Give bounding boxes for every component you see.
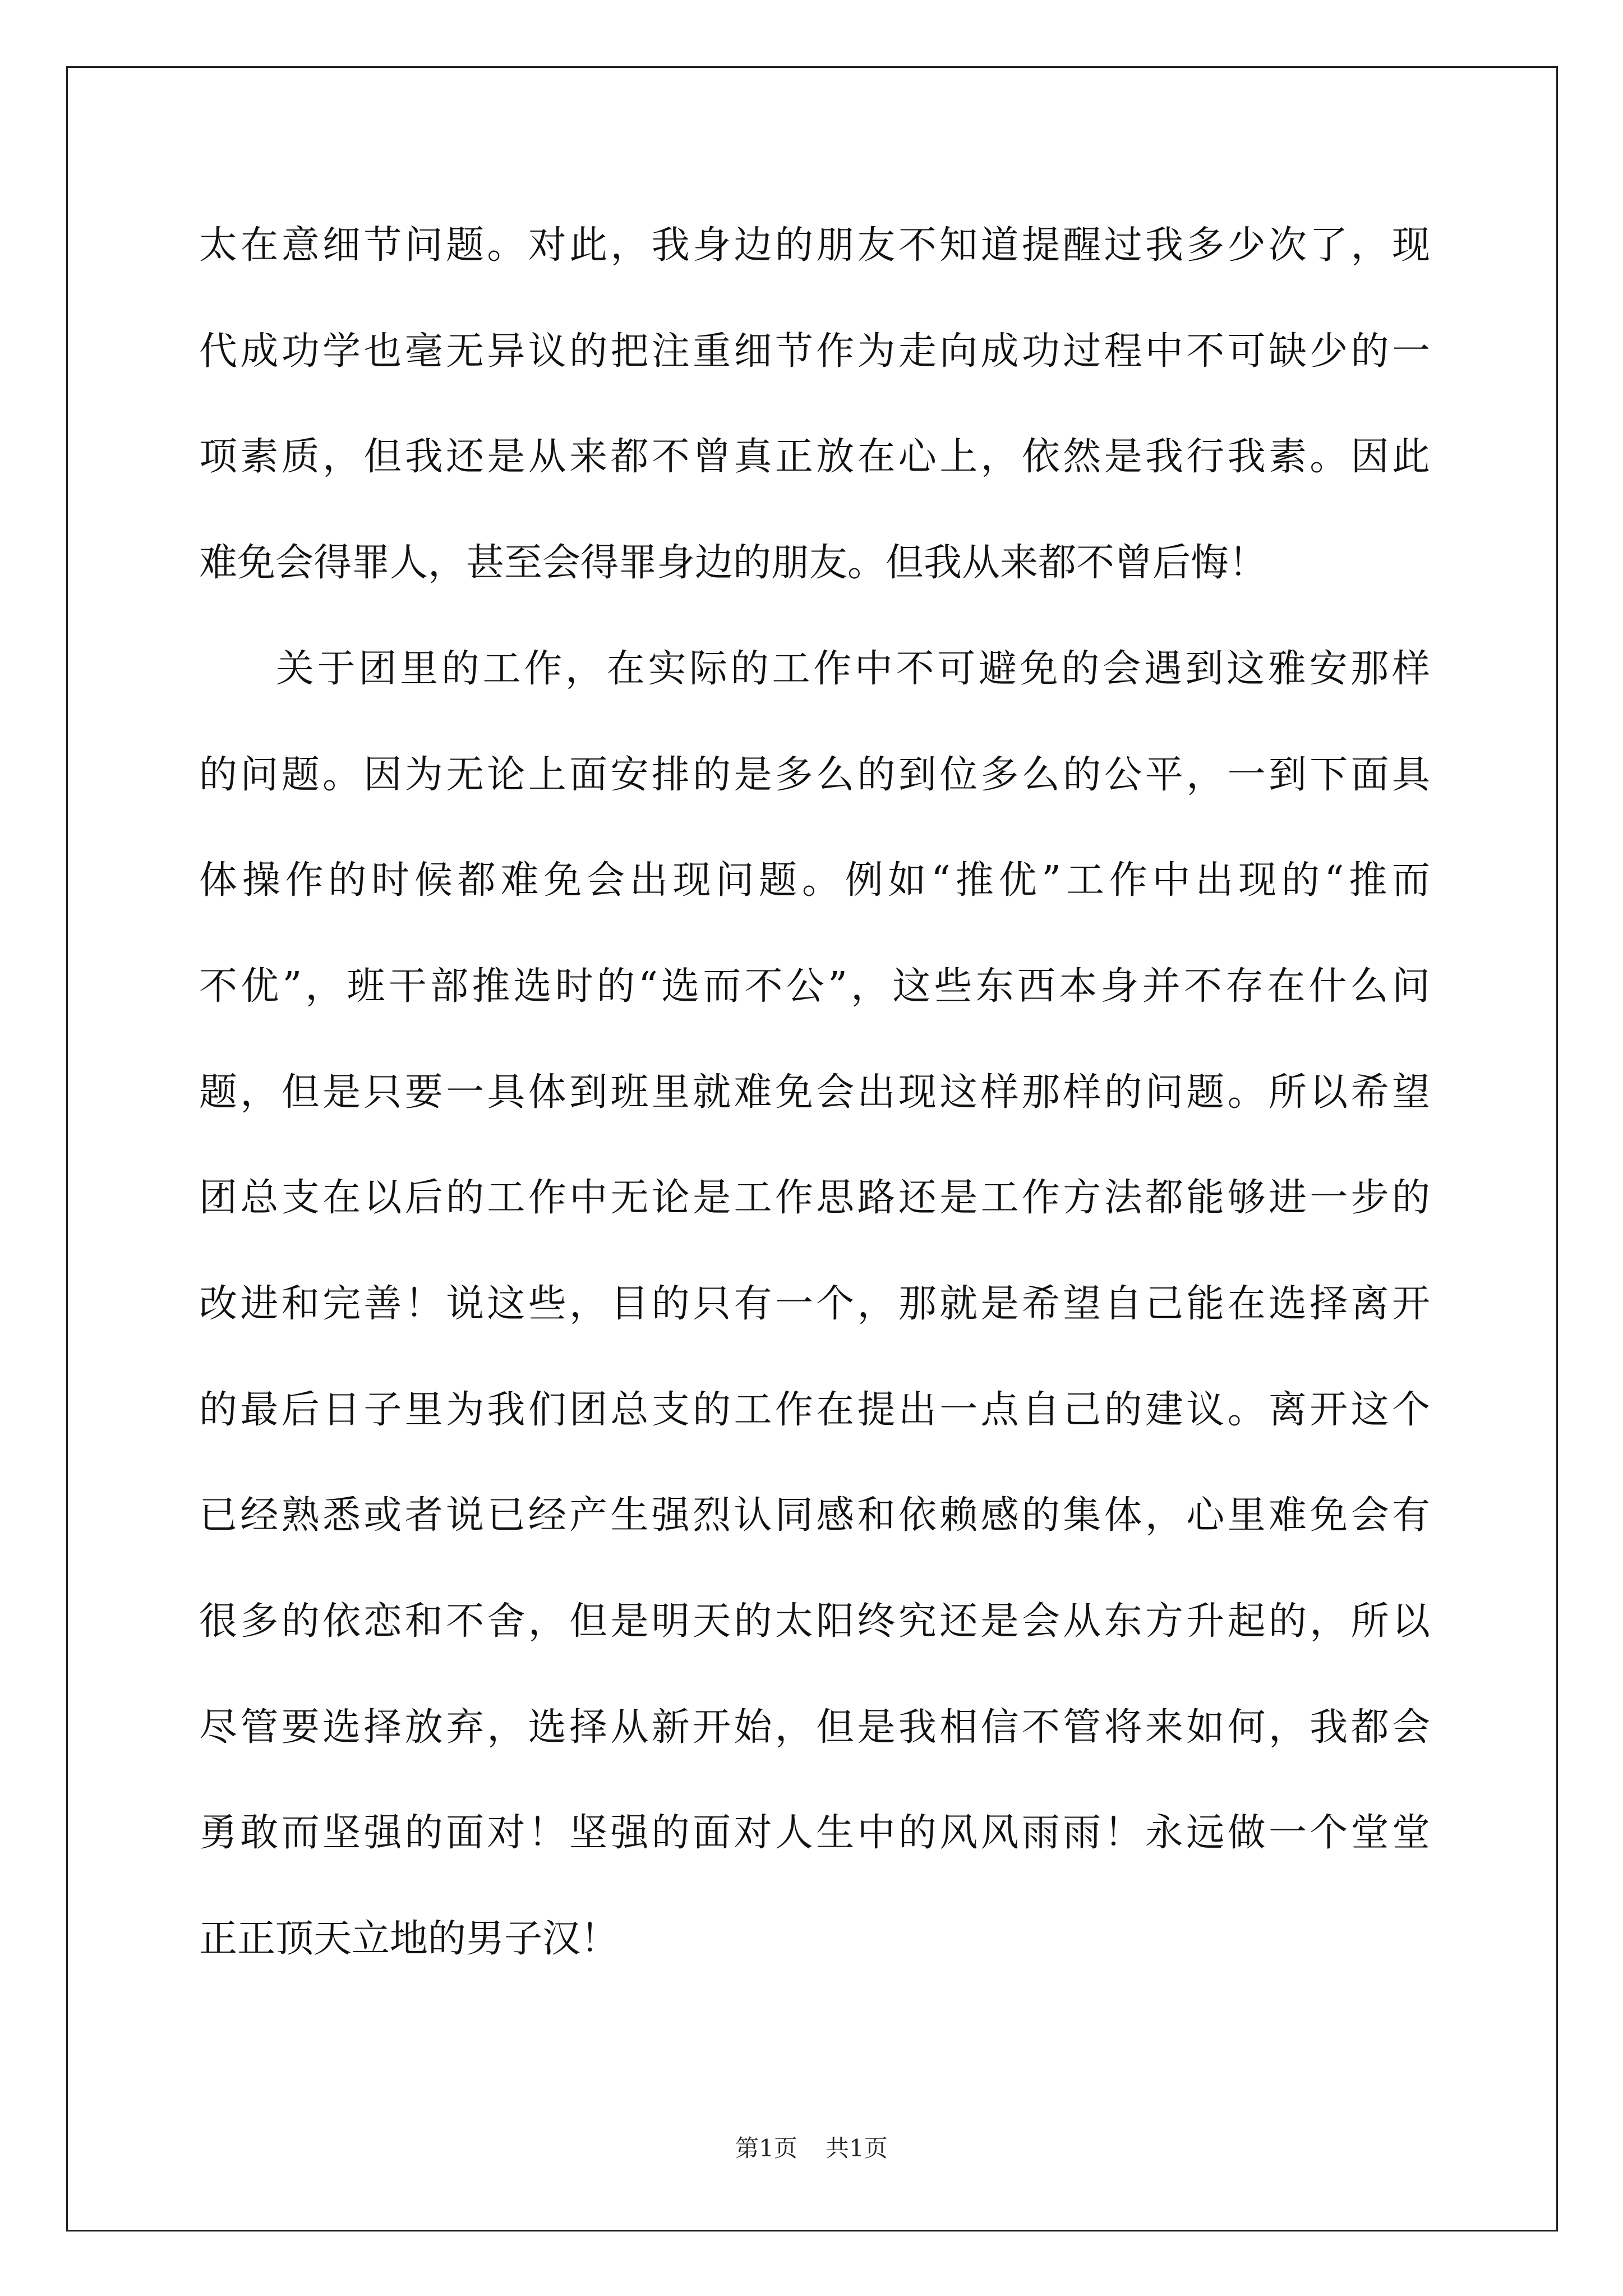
text-line: 尽管要选择放弃，选择从新开始，但是我相信不管将来如何，我都会 [199, 1705, 1430, 1750]
total-pages: 共1页 [826, 2134, 888, 2162]
text-line: 不优”，班干部推选时的“选而不公”，这些东西本身并不存在什么问 [199, 964, 1430, 1009]
text-line: 正正顶天立地的男子汉！ [199, 1917, 619, 1961]
text-line: 代成功学也毫无异议的把注重细节作为走向成功过程中不可缺少的一 [199, 329, 1430, 374]
text-line: 项素质，但我还是从来都不曾真正放在心上，依然是我行我素。因此 [199, 435, 1430, 479]
text-line: 难免会得罪人，甚至会得罪身边的朋友。但我从来都不曾后悔！ [199, 541, 1267, 585]
page-footer [0, 2132, 1623, 2165]
text-line: 的最后日子里为我们团总支的工作在提出一点自己的建议。离开这个 [199, 1388, 1430, 1432]
text-line: 题，但是只要一具体到班里就难免会出现这样那样的问题。所以希望 [199, 1070, 1430, 1115]
text-line: 很多的依恋和不舍，但是明天的太阳终究还是会从东方升起的，所以 [199, 1599, 1430, 1644]
page-number: 第1页 [735, 2134, 797, 2162]
text-line: 体操作的时候都难免会出现问题。例如“推优”工作中出现的“推而 [199, 858, 1430, 903]
text-line: 已经熟悉或者说已经产生强烈认同感和依赖感的集体，心里难免会有 [199, 1493, 1430, 1538]
text-line: 的问题。因为无论上面安排的是多么的到位多么的公平，一到下面具 [199, 753, 1430, 797]
text-line: 改进和完善！说这些，目的只有一个，那就是希望自己能在选择离开 [199, 1282, 1430, 1326]
text-line: 团总支在以后的工作中无论是工作思路还是工作方法都能够进一步的 [199, 1176, 1430, 1220]
text-line: 太在意细节问题。对此，我身边的朋友不知道提醒过我多少次了，现 [199, 223, 1430, 268]
text-line: 勇敢而坚强的面对！坚强的面对人生中的风风雨雨！永远做一个堂堂 [199, 1811, 1430, 1855]
paragraph-first-line: 关于团里的工作，在实际的工作中不可避免的会遇到这雅安那样 [276, 647, 1430, 691]
